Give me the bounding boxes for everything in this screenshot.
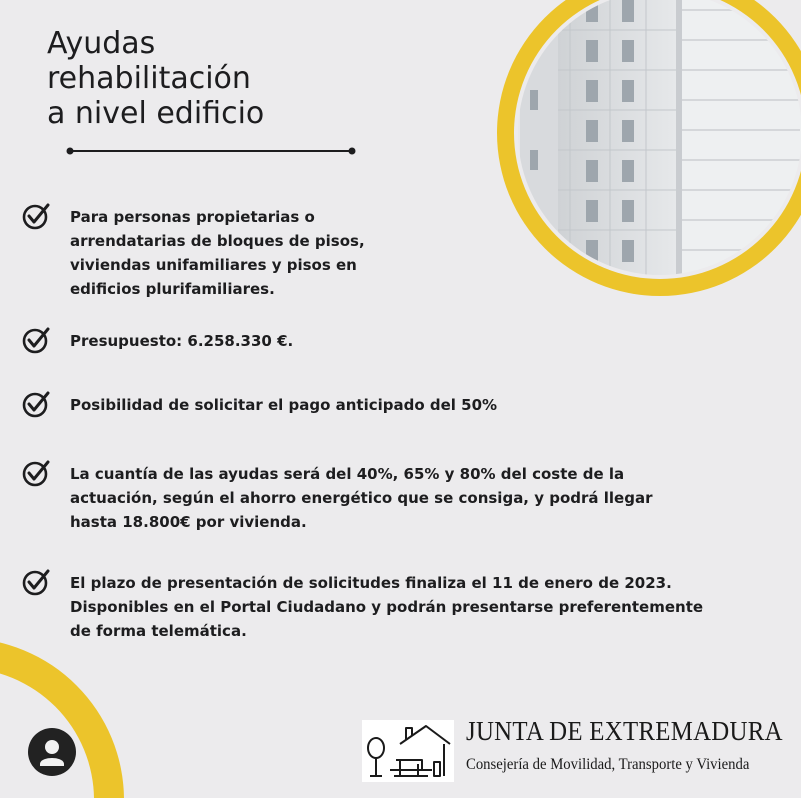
title-line-3: a nivel edificio	[47, 96, 265, 131]
profile-avatar[interactable]	[28, 728, 76, 776]
check-circle-icon	[22, 567, 52, 597]
bullet-text: La cuantía de las ayudas será del 40%, 65% y 80% del coste de la actuación, según el ahorro energético que se consiga, y podrá llegar hasta 18.800€ por vivienda.	[70, 465, 653, 531]
department-name: Consejería de Movilidad, Transporte y Vivienda	[466, 756, 750, 773]
junta-logo-icon	[362, 720, 454, 782]
bullet-text: Posibilidad de solicitar el pago anticipado del 50%	[70, 396, 498, 414]
title-line-1: Ayudas	[47, 26, 156, 61]
check-circle-icon	[22, 325, 52, 355]
user-icon	[28, 728, 76, 776]
title-divider	[67, 148, 356, 155]
bullet-item-4	[22, 462, 762, 534]
check-circle-icon	[22, 458, 52, 488]
organization-name: JUNTA DE EXTREMADURA	[466, 716, 783, 746]
title-line-2: rehabilitación	[47, 61, 251, 96]
bullet-item-2	[22, 329, 762, 355]
check-circle-icon	[22, 201, 52, 231]
bullet-text: Para personas propietarias o arrendatarias de bloques de pisos, viviendas unifamiliares y pisos en edificios plurifamiliares.	[70, 208, 365, 298]
bullet-item-3	[22, 393, 762, 419]
bullet-text: Presupuesto: 6.258.330 €.	[70, 332, 294, 350]
bullet-item-1	[22, 205, 762, 301]
page-title	[47, 26, 264, 131]
bullet-text: El plazo de presentación de solicitudes finaliza el 11 de enero de 2023. Disponibles en el Portal Ciudadano y podrán presentarse preferentemente de forma telemática.	[70, 574, 704, 640]
bullet-item-5	[22, 571, 762, 643]
check-circle-icon	[22, 389, 52, 419]
